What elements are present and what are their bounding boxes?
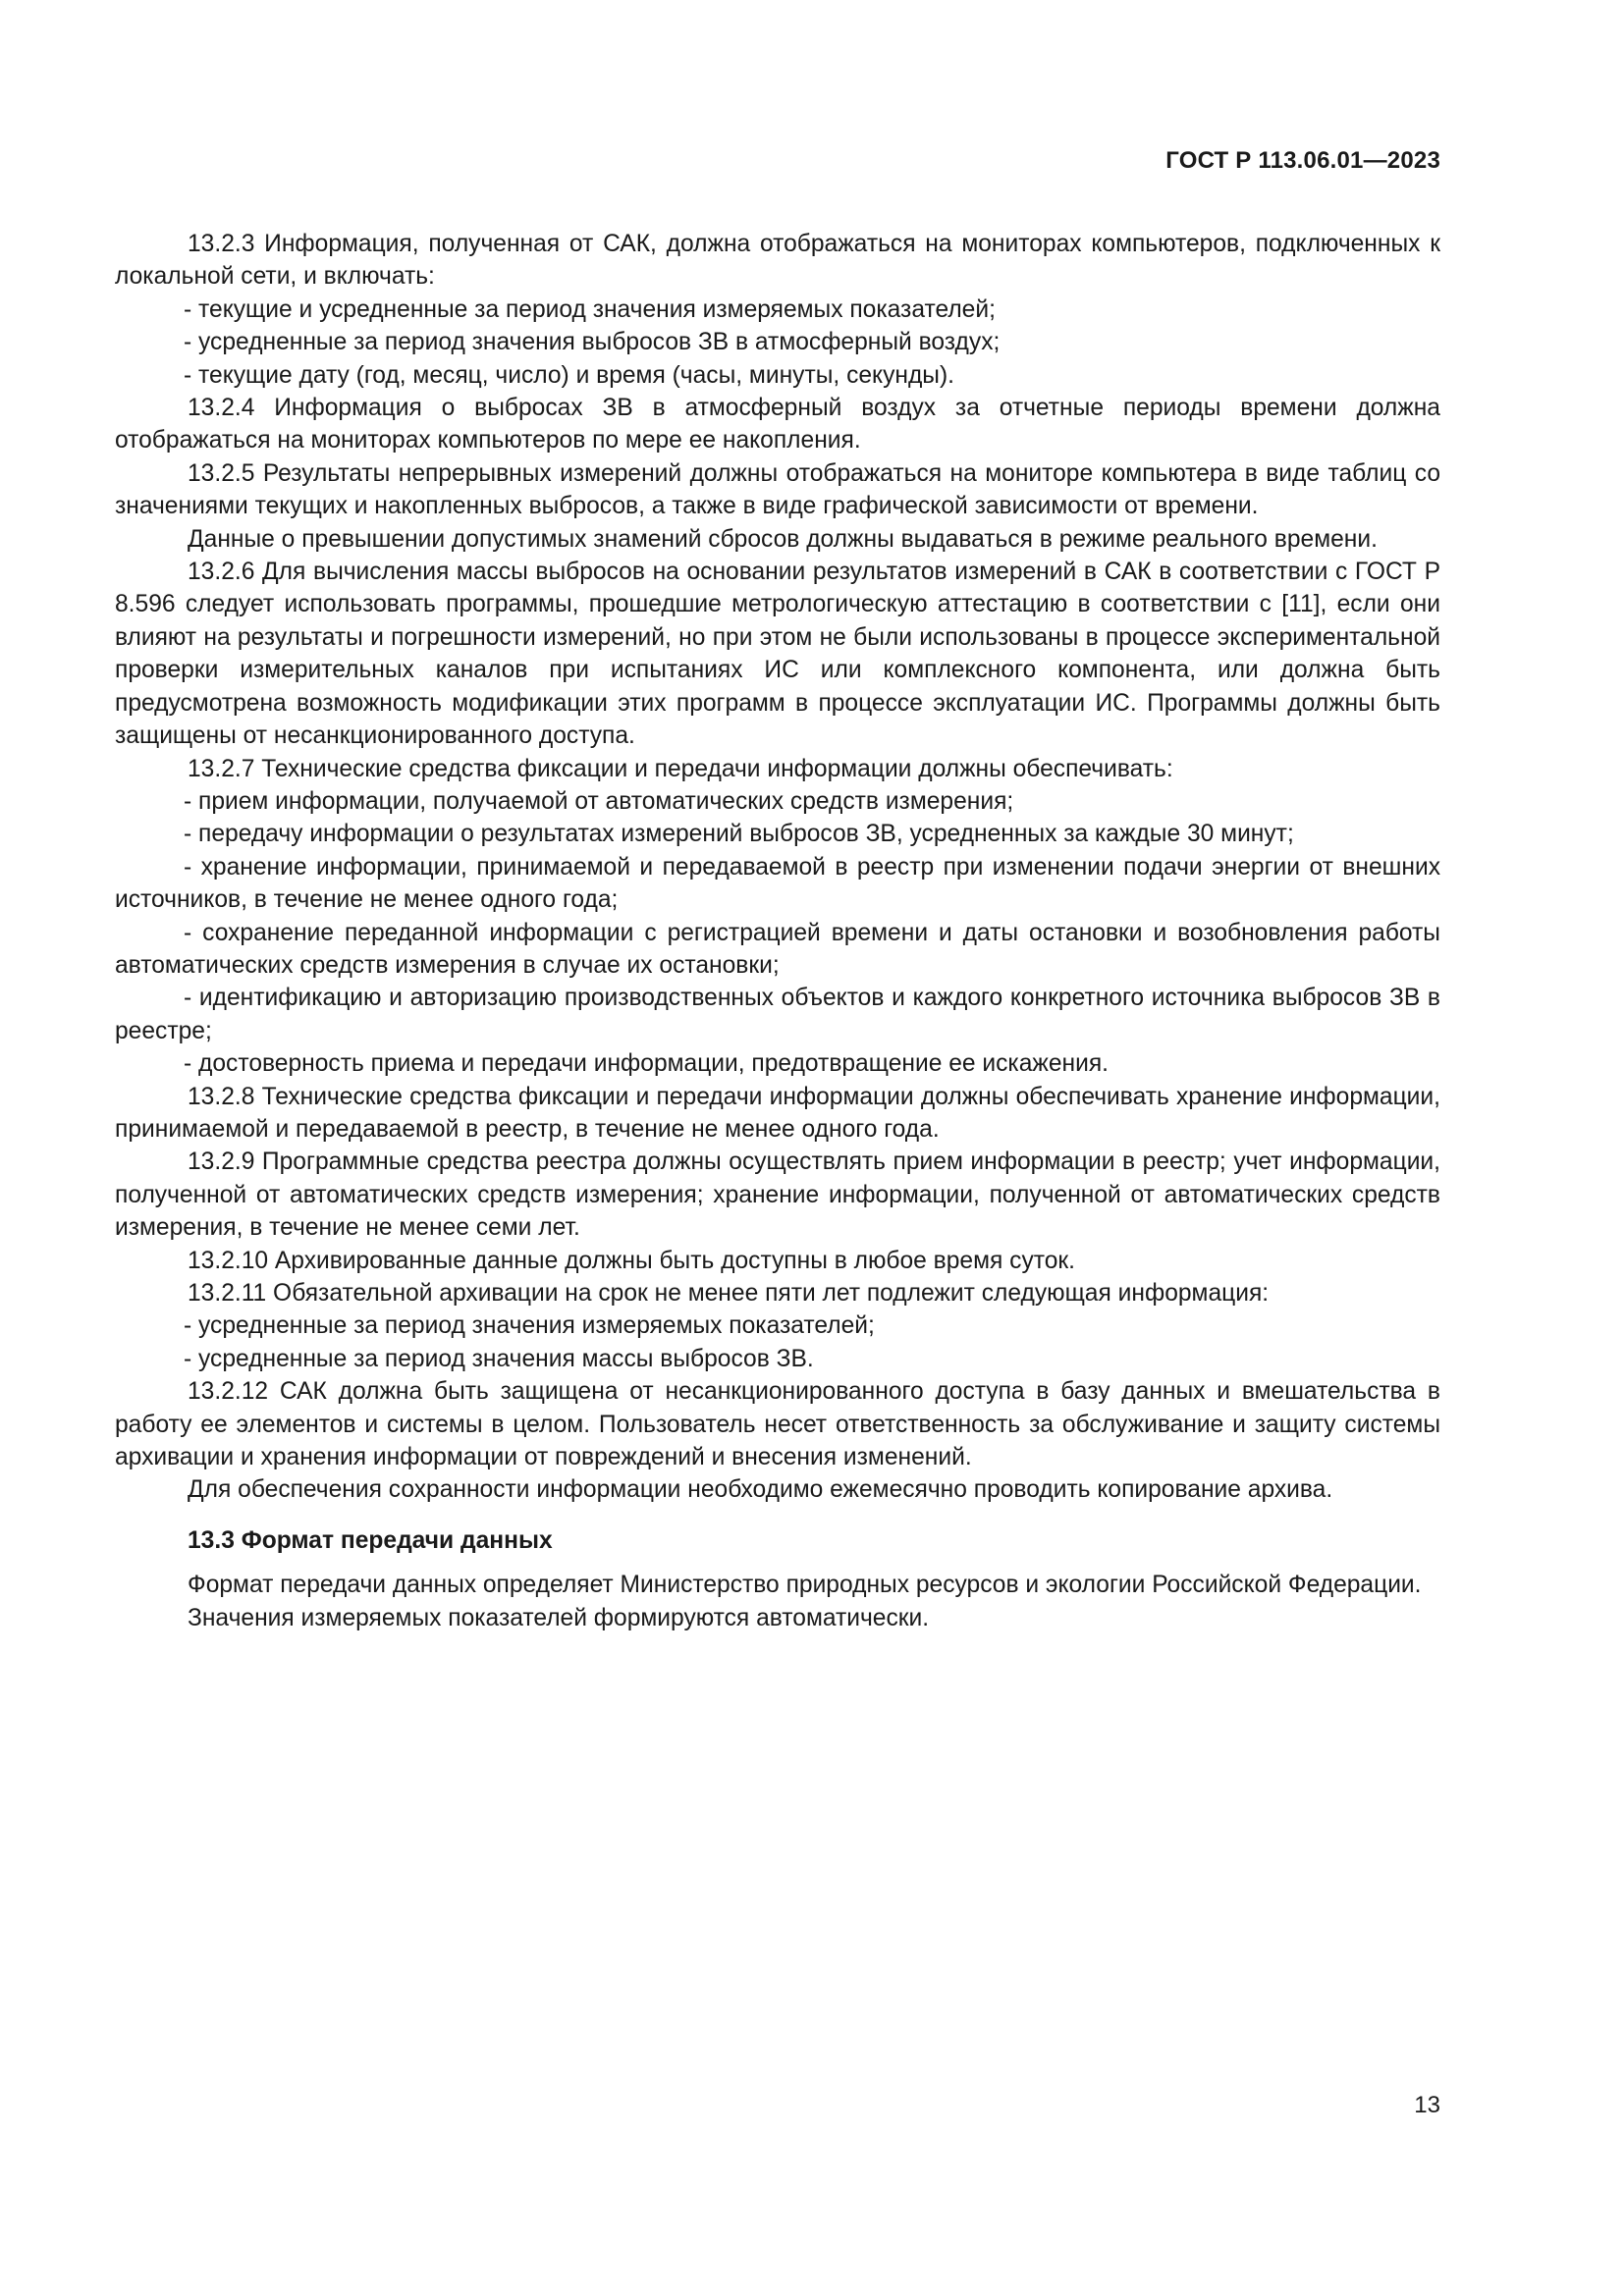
paragraph-13-2-7: 13.2.7 Технические средства фиксации и передачи информации должны обеспечивать: [188,755,1173,782]
list-item: - хранение информации, принимаемой и передаваемой в реестр при изменении подачи энергии от внешних источников, в течение не менее одного года; [115,853,1440,914]
paragraph-13-2-3: 13.2.3 Информация, полученная от САК, должна отображаться на мониторах компьютеров, подключенных к локальной сети, и включать: [115,231,1440,291]
paragraph-13-2-4: 13.2.4 Информация о выбросах ЗВ в атмосферный воздух за отчетные периоды времени должна отображаться на мониторах компьютеров по мере ее накопления. [115,395,1440,454]
document-header-code: ГОСТ Р 113.06.01—2023 [1165,147,1440,174]
list-item: - сохранение переданной информации с регистрацией времени и даты остановки и возобновления работы автоматических средств измерения в случае их остановки; [115,919,1440,979]
section-heading-13-3: 13.3 Формат передачи данных [188,1526,553,1554]
paragraph-13-2-12: 13.2.12 САК должна быть защищена от несанкционированного доступа в базу данных и вмешательства в работу ее элементов и системы в целом. Пользователь несет ответственность за обслуживание и защиту системы архивации и хранения информации от повреждений и внесения изменений. [115,1378,1440,1471]
list-item: - достоверность приема и передачи информации, предотвращение ее искажения. [184,1050,1110,1078]
list-item: - усредненные за период значения выбросов ЗВ в атмосферный воздух; [184,329,1001,356]
list-item: - передачу информации о результатах измерений выбросов ЗВ, усредненных за каждые 30 минут; [184,821,1294,848]
paragraph-13-2-9: 13.2.9 Программные средства реестра должны осуществлять прием информации в реестр; учет информации, полученной от автоматических средств измерения; хранение информации, полученной от автоматических средств измерения, в течение не менее семи лет. [115,1148,1440,1242]
list-item: - прием информации, получаемой от автоматических средств измерения; [184,787,1014,815]
list-item: - усредненные за период значения массы выбросов ЗВ. [184,1345,814,1372]
paragraph-13-3-format: Формат передачи данных определяет Министерство природных ресурсов и экологии Российской Федерации. [188,1572,1422,1599]
paragraph-13-3-auto: Значения измеряемых показателей формируются автоматически. [188,1604,930,1631]
paragraph-archive-copying: Для обеспечения сохранности информации необходимо ежемесячно проводить копирование архива. [188,1476,1333,1504]
list-item: - идентификацию и авторизацию производственных объектов и каждого конкретного источника выбросов ЗВ в реестре; [115,985,1440,1044]
document-body [115,228,1440,1634]
list-item: - усредненные за период значения измеряемых показателей; [184,1312,875,1340]
paragraph-13-2-6: 13.2.6 Для вычисления массы выбросов на основании результатов измерений в САК в соответствии с ГОСТ Р 8.596 следует использовать программы, прошедшие метрологическую аттестацию в соответствии с [11], если они влияют на результаты и погрешности измерений, но при этом не были использованы в процессе экспериментальной проверки измерительных каналов при испытаниях ИС или комплексного компонента, или должна быть предусмотрена возможность модификации этих программ в процессе эксплуатации ИС. Программы должны быть защищены от несанкционированного доступа. [115,559,1440,750]
paragraph-13-2-10: 13.2.10 Архивированные данные должны быть доступны в любое время суток. [188,1247,1076,1274]
paragraph-13-2-11: 13.2.11 Обязательной архивации на срок не менее пяти лет подлежит следующая информация: [188,1280,1270,1307]
paragraph-13-2-8: 13.2.8 Технические средства фиксации и передачи информации должны обеспечивать хранение информации, принимаемой и передаваемой в реестр, в течение не менее одного года. [115,1083,1440,1143]
list-item: - текущие дату (год, месяц, число) и время (часы, минуты, секунды). [184,361,955,389]
paragraph-13-2-5: 13.2.5 Результаты непрерывных измерений должны отображаться на мониторе компьютера в виде таблиц со значениями текущих и накопленных выбросов, а также в виде графической зависимости от времени. [115,459,1440,520]
list-item: - текущие и усредненные за период значения измеряемых показателей; [184,295,996,323]
paragraph-realtime-exceedance: Данные о превышении допустимых знамений сбросов должны выдаваться в режиме реального времени. [188,525,1378,553]
page-number: 13 [1414,2092,1440,2118]
